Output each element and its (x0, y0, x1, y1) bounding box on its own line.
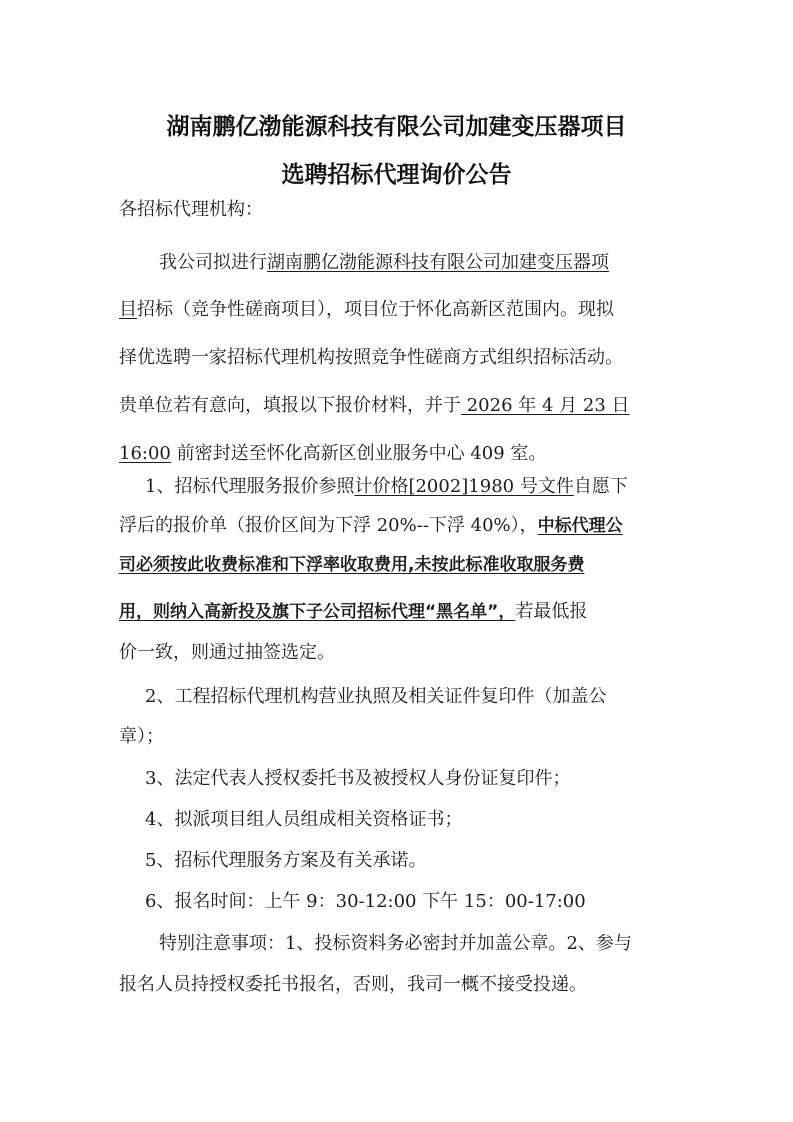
fee-requirement-bold: 中标代理公 (537, 516, 623, 536)
document-title-line-1: 湖南鹏亿渤能源科技有限公司加建变压器项目 (166, 114, 627, 140)
item-6-registration-time: 6、报名时间：上午 9：30-12:00 下午 15：00-17:00 (145, 891, 586, 912)
paragraph-1-text: 招标（竞争性磋商项目），项目位于怀化高新区范围内。现拟 (137, 299, 614, 320)
item-1-line-1 (145, 475, 628, 499)
item-2-line-1: 2、工程招标代理机构营业执照及相关证件复印件（加盖公 (145, 686, 607, 707)
item-4: 4、拟派项目组人员组成相关资格证书； (145, 809, 463, 830)
item-1-line-2 (119, 514, 623, 538)
project-name-underlined: 湖南鹏亿渤能源科技有限公司加建变压器项 (267, 252, 609, 273)
submission-location: 前密封送至怀化高新区创业服务中心 409 室。 (170, 443, 547, 464)
deadline-date: 2026 年 4 月 23 日 (461, 395, 630, 416)
paragraph-1-line-5 (119, 442, 546, 466)
item-1-line-3 (119, 553, 584, 577)
item-3: 3、法定代表人授权委托书及被授权人身份证复印件； (145, 768, 571, 789)
item-5: 5、招标代理服务方案及有关承诺。 (145, 850, 427, 871)
item-1-text: 1、招标代理服务报价参照 (145, 476, 355, 497)
paragraph-1-text: 贵单位若有意向，填报以下报价材料，并于 (119, 395, 461, 416)
document-title-line-2: 选聘招标代理询价公告 (281, 162, 512, 188)
blacklist-warning-bold: 用，则纳入高新投及旗下子公司招标代理“黑名单”， (119, 602, 516, 622)
item-1-text: 浮后的报价单（报价区间为下浮 20%--下浮 40%）， (119, 515, 538, 536)
pricing-document-ref: 计价格[2002]1980 号文件 (354, 476, 574, 497)
special-notice-line-1: 特别注意事项：1、投标资料务必密封并加盖公章。2、参与 (159, 933, 632, 954)
salutation: 各招标代理机构： (119, 199, 263, 220)
item-1-text: 若最低报 (515, 601, 588, 622)
fee-requirement-bold: 司必须按此收费标准和下浮率收取费用,未按此标准收取服务费 (119, 555, 585, 575)
paragraph-1-line-4 (119, 394, 630, 418)
paragraph-1-line-1 (159, 251, 609, 275)
project-name-underlined-end: 目 (119, 299, 137, 320)
special-notice-line-2: 报名人员持授权委托书报名，否则，我司一概不接受投递。 (119, 974, 587, 995)
paragraph-1-text: 我公司拟进行 (159, 252, 267, 273)
paragraph-1-line-2 (119, 298, 614, 322)
item-2-line-2: 章）； (119, 726, 164, 747)
deadline-time: 16:00 (119, 443, 171, 464)
item-1-text: 自愿下 (573, 476, 628, 497)
item-1-line-4 (119, 600, 587, 624)
item-1-line-5: 价一致，则通过抽签选定。 (119, 642, 335, 663)
paragraph-1-line-3: 择优选聘一家招标代理机构按照竞争性磋商方式组织招标活动。 (119, 347, 623, 368)
